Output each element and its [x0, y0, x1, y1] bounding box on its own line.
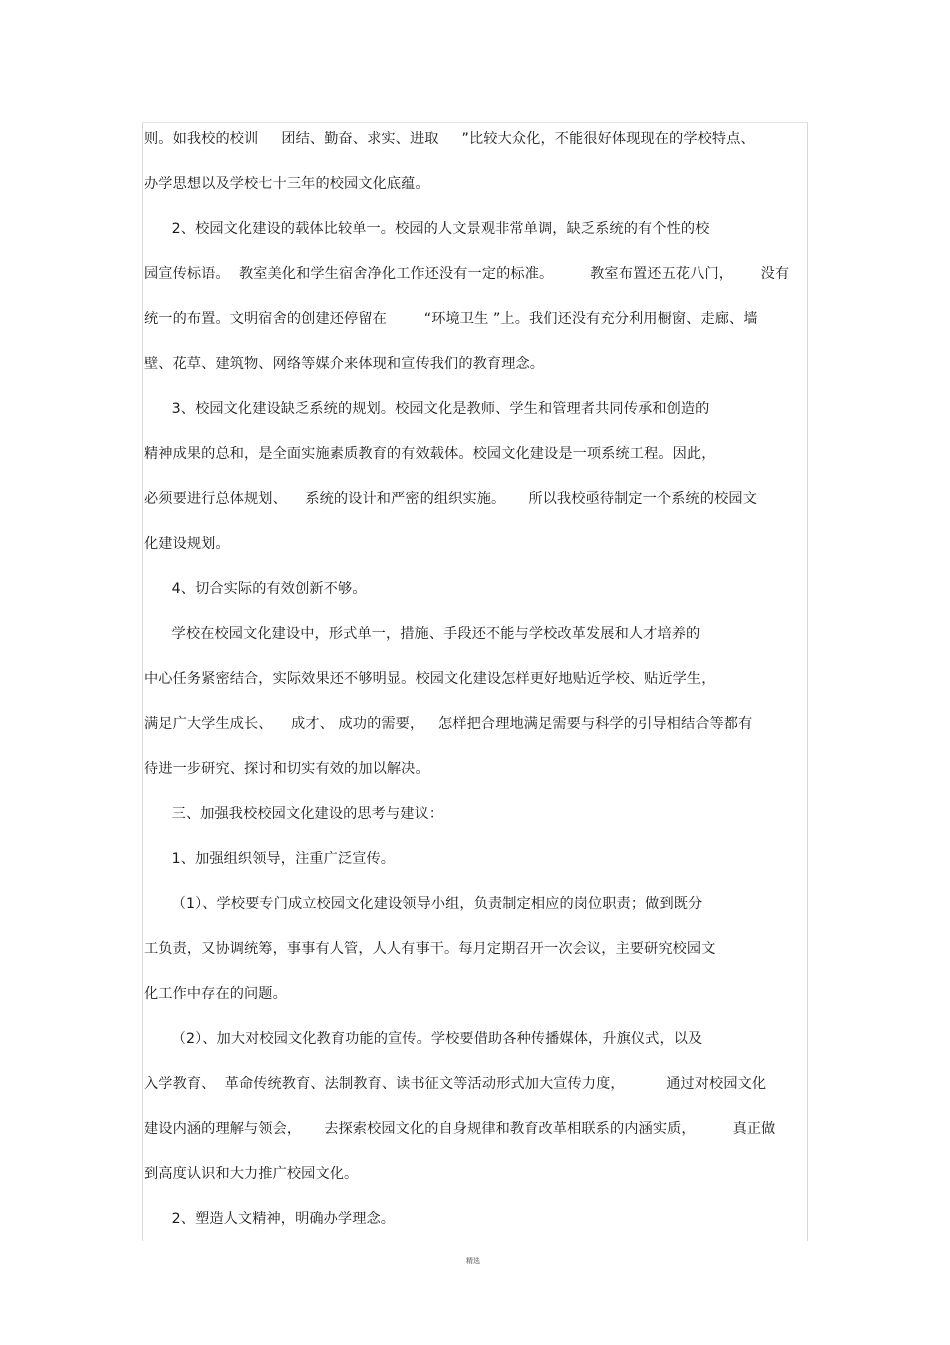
text-line: 三、加强我校校园文化建设的思考与建议：	[144, 806, 444, 822]
text-line: 工负责，又协调统筹，事事有人管，人人有事干。每月定期召开一次会议，主要研究校园文	[144, 941, 716, 957]
text-line: 化工作中存在的问题。	[144, 986, 287, 1002]
text-line: 必须要进行总体规划、 系统的设计和严密的组织实施。 所以我校亟待制定一个系统的校园文	[144, 491, 757, 507]
text-line: 则。如我校的校训 团结、勤奋、求实、进取 ”比较大众化，不能很好体现现在的学校特点、	[144, 131, 755, 147]
text-line: 统一的布置。文明宿舍的创建还停留在 “环境卫生 ”上。我们还没有充分利用橱窗、走廊、墙	[144, 311, 758, 327]
text-line: 中心任务紧密结合，实际效果还不够明显。校园文化建设怎样更好地贴近学校、贴近学生，	[144, 671, 716, 687]
text-line: 2、校园文化建设的载体比较单一。校园的人文景观非常单调，缺乏系统的有个性的校	[144, 221, 710, 237]
text-line: 化建设规划。	[144, 536, 230, 552]
text-line: 待进一步研究、探讨和切实有效的加以解决。	[144, 761, 430, 777]
text-line: 满足广大学生成长、 成才、 成功的需要， 怎样把合理地满足需要与科学的引导相结合等都有	[144, 716, 753, 732]
text-line: 壁、花草、建筑物、网络等媒介来体现和宣传我们的教育理念。	[144, 356, 545, 372]
text-line: 学校在校园文化建设中，形式单一，措施、手段还不能与学校改革发展和人才培养的	[144, 626, 701, 642]
text-line: 4、切合实际的有效创新不够。	[144, 581, 367, 597]
text-line: 入学教育、 革命传统教育、法制教育、读书征文等活动形式加大宣传力度， 通过对校园文化	[144, 1076, 767, 1092]
text-line: 2、塑造人文精神，明确办学理念。	[144, 1211, 396, 1227]
text-line: 3、校园文化建设缺乏系统的规划。校园文化是教师、学生和管理者共同传承和创造的	[144, 401, 710, 417]
text-line: （1）、学校要专门成立校园文化建设领导小组，负责制定相应的岗位职责；做到既分	[144, 896, 703, 912]
text-line: 精神成果的总和，是全面实施素质教育的有效载体。校园文化建设是一项系统工程。因此，	[144, 446, 716, 462]
text-line: 园宣传标语。 教室美化和学生宿舍净化工作还没有一定的标准。 教室布置还五花八门， 没有	[144, 266, 790, 282]
text-line: 建设内涵的理解与领会， 去探索校园文化的自身规律和教育改革相联系的内涵实质， 真正做	[144, 1121, 776, 1137]
text-line: 办学思想以及学校七十三年的校园文化底蕴。	[144, 176, 430, 192]
text-line: （2）、加大对校园文化教育功能的宣传。学校要借助各种传播媒体，升旗仪式，以及	[144, 1031, 703, 1047]
text-line: 1、加强组织领导，注重广泛宣传。	[144, 851, 396, 867]
page-footer: 精选	[466, 1257, 480, 1265]
text-line: 到高度认识和大力推广校园文化。	[144, 1166, 359, 1182]
